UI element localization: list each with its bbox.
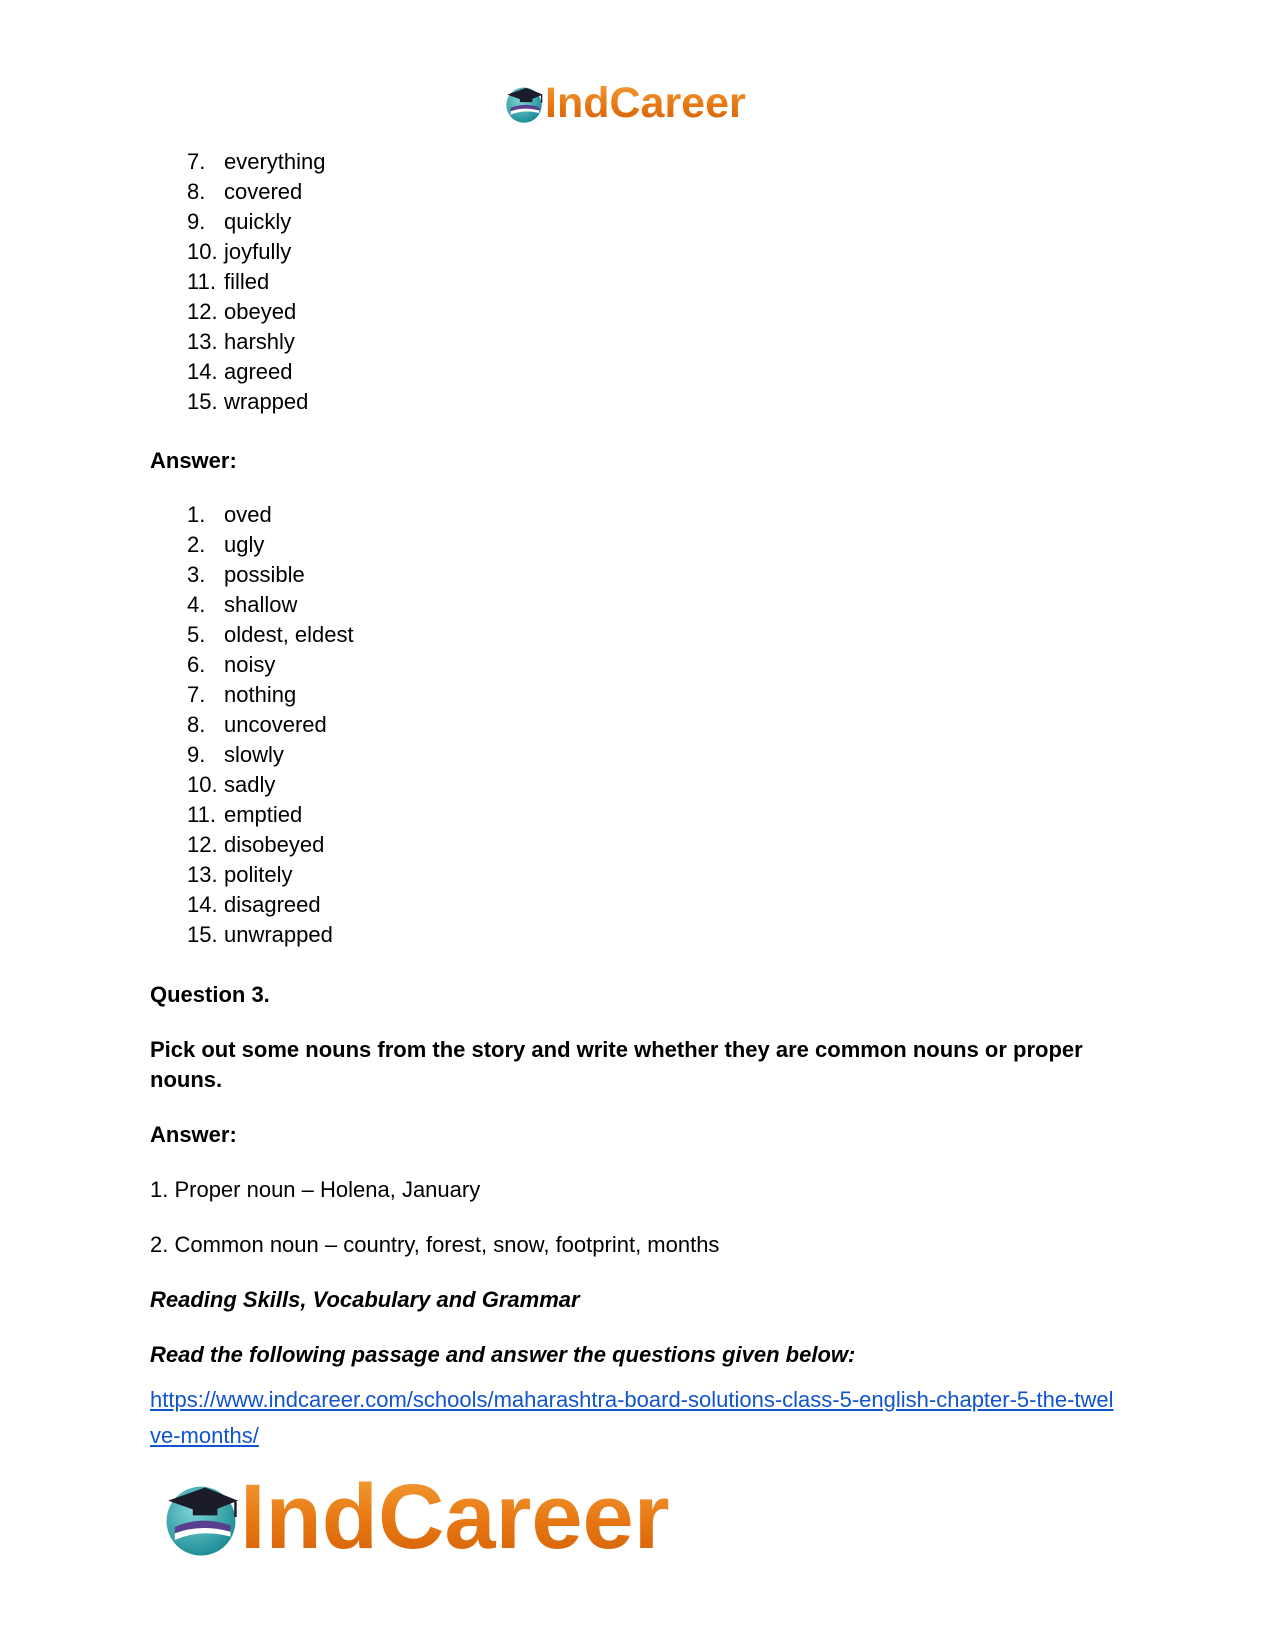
header-logo (503, 78, 746, 128)
list-item: 14. disagreed (187, 892, 321, 917)
list-item: 2. ugly (187, 532, 265, 557)
list-item: 13. politely (187, 862, 293, 887)
answer-list (187, 500, 354, 950)
answer-label: Answer: (150, 448, 237, 473)
list-item: 3. possible (187, 562, 305, 587)
question-label: Question 3. (150, 982, 270, 1007)
list-item: 7. nothing (187, 682, 297, 707)
section-heading: Reading Skills, Vocabulary and Grammar (150, 1287, 580, 1312)
list-item: 10. sadly (187, 772, 276, 797)
list-item: 8. covered (187, 179, 303, 204)
list-item: 1. oved (187, 502, 272, 527)
answer-common-nouns: 2. Common noun – country, forest, snow, footprint, months (150, 1232, 720, 1257)
question-prompt: Pick out some nouns from the story and write whether they are common nouns or proper nouns. (150, 1037, 1083, 1092)
list-item: 4. shallow (187, 592, 298, 617)
list-item: 8. uncovered (187, 712, 327, 737)
list-item: 10. joyfully (187, 239, 292, 264)
list-item: 14. agreed (187, 359, 293, 384)
graduation-globe-icon (160, 1476, 242, 1558)
instruction-text: Read the following passage and answer the questions given below: (150, 1342, 856, 1367)
list-item: 9. quickly (187, 209, 292, 234)
footer-logo (160, 1465, 670, 1568)
list-item: 13. harshly (187, 329, 295, 354)
answer-label: Answer: (150, 1122, 237, 1147)
logo-wordmark: IndCareer (240, 1465, 670, 1568)
logo-wordmark: IndCareer (545, 78, 746, 127)
list-item: 15. wrapped (187, 389, 309, 414)
list-item: 15. unwrapped (187, 922, 333, 947)
list-item: 11. filled (187, 269, 270, 294)
list-item: 9. slowly (187, 742, 284, 767)
list-item: 6. noisy (187, 652, 276, 677)
list-item: 12. disobeyed (187, 832, 325, 857)
source-link[interactable]: https://www.indcareer.com/schools/maharashtra-board-solutions-class-5-english-chapter-5-the-twelve-months/ (150, 1387, 1114, 1448)
graduation-globe-icon (503, 82, 545, 124)
list-item: 5. oldest, eldest (187, 622, 354, 647)
answer-proper-nouns: 1. Proper noun – Holena, January (150, 1177, 481, 1202)
list-item: 12. obeyed (187, 299, 297, 324)
list-item: 7. everything (187, 149, 326, 174)
list-item: 11. emptied (187, 802, 303, 827)
word-list-continued (187, 147, 326, 417)
